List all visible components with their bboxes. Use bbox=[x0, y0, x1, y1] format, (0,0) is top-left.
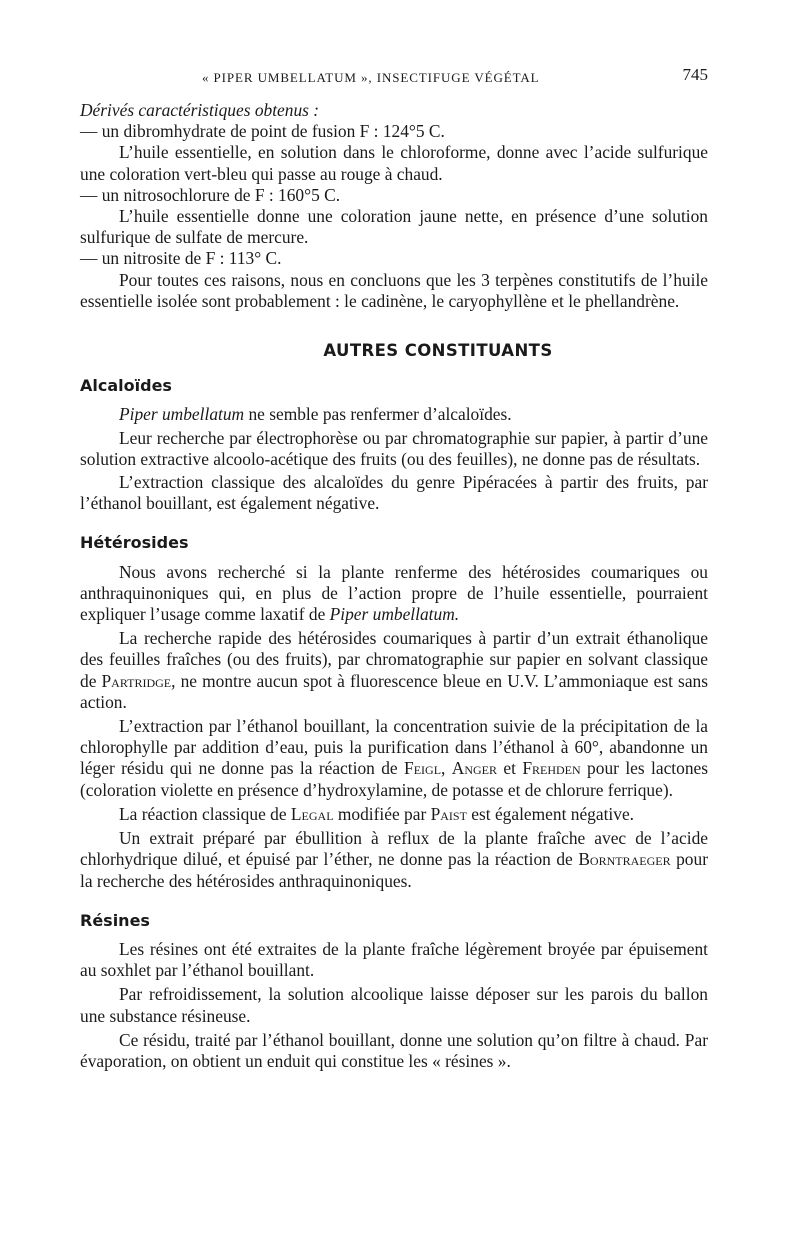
derive-item-2: — un nitrosochlorure de F : 160°5 C. bbox=[80, 184, 341, 205]
author-name: Legal bbox=[290, 803, 334, 824]
author-name: Partridge bbox=[101, 670, 172, 691]
paragraph bbox=[80, 804, 708, 825]
text-run: Un extrait préparé par ébullition à reflux de la plante fraîche avec de l’acide chlorhydrique dilué, et épuisé par l’éther, ne donne pas la réaction de bbox=[80, 828, 708, 870]
text-run: modifiée par bbox=[333, 803, 431, 824]
text-run: , bbox=[441, 758, 452, 779]
author-name: Frehden bbox=[522, 758, 581, 779]
text-run: est également négative. bbox=[466, 803, 635, 824]
subsection-title-alcaloides: Alcaloïdes bbox=[80, 376, 172, 396]
page-header bbox=[80, 64, 708, 86]
text-run: ne semble pas renfermer d’alcaloïdes. bbox=[244, 404, 512, 425]
section-title: AUTRES CONSTITUANTS bbox=[323, 341, 553, 361]
derive-item-3: — un nitrosite de F : 113° C. bbox=[80, 248, 282, 269]
species-name: Piper umbellatum. bbox=[329, 604, 460, 625]
paragraph bbox=[80, 404, 708, 425]
author-name: Feigl bbox=[404, 758, 442, 779]
species-name: Piper umbellatum bbox=[119, 404, 245, 425]
paragraph: L’huile essentielle donne une coloration jaune nette, en présence d’une solution sulfurique de sulfate de mercure. bbox=[80, 206, 708, 248]
paragraph bbox=[80, 716, 708, 801]
paragraph bbox=[80, 628, 708, 713]
text-run: La recherche rapide des hétérosides coumariques à partir d’un extrait éthanolique des feuilles fraîches (ou des fruits), par chromatographie sur papier en solvant classique de bbox=[80, 628, 708, 691]
text-run: Nous avons recherché si la plante renferme des hétérosides coumariques ou anthraquinoniques qui, en plus de l’action propre de l’huile essentielle, pourraient expliquer l’usage comme laxatif de bbox=[80, 561, 708, 625]
paragraph: Pour toutes ces raisons, nous en concluons que les 3 terpènes constitutifs de l’huile essentielle isolée sont probablement : le cadinène, le caryophyllène et le phellandrène. bbox=[80, 269, 708, 311]
text-run: , ne montre aucun spot à fluorescence bleue en U.V. L’ammoniaque est sans action. bbox=[80, 670, 708, 712]
text-run: et bbox=[497, 758, 523, 779]
derives-heading: Dérivés caractéristiques obtenus : bbox=[80, 100, 320, 120]
paragraph bbox=[80, 828, 708, 892]
author-name: Paist bbox=[430, 803, 467, 824]
paragraph: L’extraction classique des alcaloïdes du genre Pipéracées à partir des fruits, par l’éthanol bouillant, est également négative. bbox=[80, 472, 708, 514]
paragraph: Les résines ont été extraites de la plante fraîche légèrement broyée par épuisement au soxhlet par l’éthanol bouillant. bbox=[80, 938, 708, 981]
text-run: La réaction classique de bbox=[119, 803, 291, 824]
paragraph: Par refroidissement, la solution alcoolique laisse déposer sur les parois du ballon une substance résineuse. bbox=[80, 984, 708, 1026]
text-run: L’extraction par l’éthanol bouillant, la concentration suivie de la précipitation de la chlorophylle par addition d’eau, puis la purification dans l’éthanol à 60°, abandonne un léger résidu qui ne donne pas la réaction de bbox=[80, 716, 708, 779]
text-run: pour les lactones (coloration violette en présence d’hydroxylamine, de potasse et de chlorure ferrique). bbox=[80, 758, 709, 800]
author-name: Borntraeger bbox=[578, 849, 671, 870]
author-name: Anger bbox=[451, 758, 497, 779]
subsection-title-heterosides: Hétérosides bbox=[80, 533, 189, 553]
page-number: 745 bbox=[682, 65, 708, 84]
running-title: « PIPER UMBELLATUM », INSECTIFUGE VÉGÉTAL bbox=[202, 70, 540, 85]
text-run: pour la recherche des hétérosides anthraquinoniques. bbox=[80, 849, 708, 891]
page-body bbox=[80, 100, 708, 1072]
derive-item-1: — un dibromhydrate de point de fusion F : 124°5 C. bbox=[80, 121, 445, 142]
paragraph bbox=[80, 562, 708, 626]
paragraph: Ce résidu, traité par l’éthanol bouillant, donne une solution qu’on filtre à chaud. Par évaporation, on obtient un enduit qui constitue les « résines ». bbox=[80, 1029, 708, 1071]
paragraph: L’huile essentielle, en solution dans le chloroforme, donne avec l’acide sulfurique une coloration vert-bleu qui passe au rouge à chaud. bbox=[80, 142, 708, 184]
subsection-title-resines: Résines bbox=[80, 910, 150, 930]
paragraph: Leur recherche par électrophorèse ou par chromatographie sur papier, à partir d’une solution extractive alcoolo-acétique des fruits (ou des feuilles), ne donne pas de résultats. bbox=[80, 427, 708, 469]
